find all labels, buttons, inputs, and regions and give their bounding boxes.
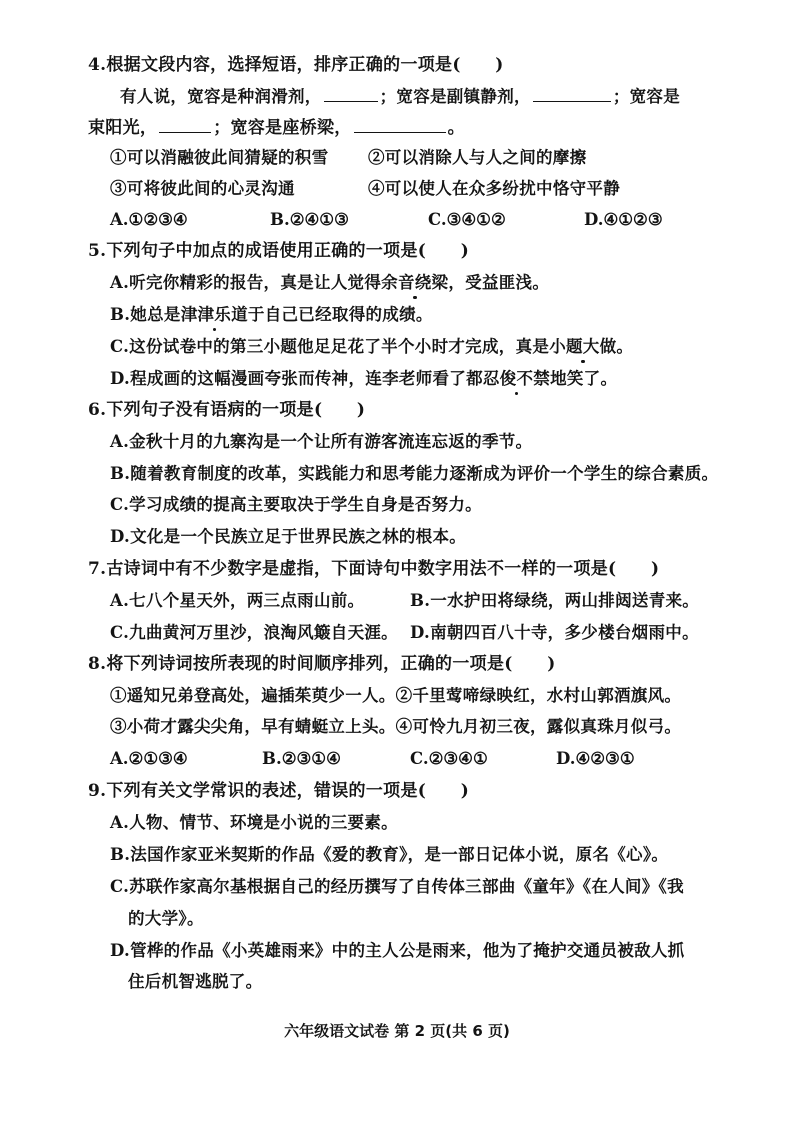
answer-blank — [324, 86, 378, 102]
question-4-passage-line-1 — [120, 86, 680, 108]
q7-option-c: C.九曲黄河万里沙，浪淘风簸自天涯。 — [110, 623, 398, 642]
q4-option-b: B.②④①③ — [270, 210, 349, 229]
option-text: 地笑了。 — [550, 369, 618, 388]
dotted-idiom: 津津乐道 — [180, 305, 248, 324]
q9-option-b: B.法国作家亚米契斯的作品《爱的教育》，是一部日记体小说，原名《心》。 — [110, 845, 669, 864]
answer-blank — [533, 86, 611, 102]
question-5-stem: 5.下列句子中加点的成语使用正确的一项是( ) — [88, 241, 470, 261]
q9-option-d-line-2: 住后机智逃脱了。 — [128, 972, 263, 991]
q6-option-d: D.文化是一个民族立足于世界民族之林的根本。 — [110, 527, 467, 546]
q8-option-b: B.②③①④ — [262, 749, 341, 768]
option-text: ，受益匪浅。 — [448, 273, 550, 292]
q7-option-d: D.南朝四百八十寺，多少楼台烟雨中。 — [410, 623, 699, 642]
option-text: A.听完你精彩的报告，真是让人觉得 — [110, 273, 382, 292]
q4-option-d: D.④①②③ — [584, 210, 663, 229]
answer-blank — [159, 117, 211, 133]
question-4-stem: 4.根据文段内容，选择短语，排序正确的一项是( ) — [88, 55, 504, 75]
passage-text: ；宽容是座桥梁， — [213, 118, 352, 138]
phrase-3: ③可将彼此间的心灵沟通 — [110, 179, 295, 198]
phrase-4: ④可以使人在众多纷扰中恪守平静 — [368, 179, 620, 198]
option-text: B.她总是 — [110, 305, 181, 324]
page-footer: 六年级语文试卷 第 2 页(共 6 页) — [284, 1022, 510, 1040]
q4-option-c: C.③④①② — [428, 210, 506, 229]
q5-option-b — [110, 304, 433, 326]
q6-option-a: A.金秋十月的九寨沟是一个让所有游客流连忘返的季节。 — [110, 432, 533, 451]
q8-option-d: D.④②③① — [556, 749, 635, 768]
answer-blank — [354, 117, 446, 133]
dotted-idiom: 余音绕梁 — [381, 273, 449, 292]
question-8-stem: 8.将下列诗词按所表现的时间顺序排列，正确的一项是( ) — [88, 654, 556, 674]
q5-option-a — [110, 272, 549, 294]
passage-text: 束阳光， — [88, 118, 158, 138]
phrase-1: ①可以消融彼此间猜疑的积雪 — [110, 148, 329, 167]
q9-option-d-line-1: D.管桦的作品《小英雄雨来》中的主人公是雨来，他为了掩护交通员被敌人抓 — [110, 941, 685, 960]
q9-option-c-line-1: C.苏联作家高尔基根据自己的经历撰写了自传体三部曲《童年》《在人间》《我 — [110, 877, 684, 896]
q8-poem-line-2: ③小荷才露尖尖角，早有蜻蜓立上头。④可怜九月初三夜，露似真珠月似弓。 — [110, 717, 682, 736]
dotted-idiom: 忍俊不禁 — [482, 369, 551, 388]
q6-option-b: B.随着教育制度的改革，实践能力和思考能力逐渐成为评价一个学生的综合素质。 — [110, 464, 719, 483]
q8-option-a: A.②①③④ — [110, 749, 188, 768]
q9-option-a: A.人物、情节、环境是小说的三要素。 — [110, 813, 398, 832]
q5-option-d — [110, 368, 617, 390]
passage-text: ；宽容是 — [612, 87, 681, 106]
option-text: D.程成画的这幅漫画夸张而传神，连李老师看了都 — [110, 369, 483, 388]
q9-option-c-line-2: 的大学》。 — [128, 909, 204, 928]
q8-option-c: C.②③④① — [410, 749, 488, 768]
question-4-passage-line-2 — [88, 117, 465, 139]
dotted-idiom: 小题大做 — [549, 337, 617, 356]
q6-option-c: C.学习成绩的提高主要取决于学生自身是否努力。 — [110, 495, 482, 514]
q8-poem-line-1: ①遥知兄弟登高处，遍插茱萸少一人。②千里莺啼绿映红，水村山郭酒旗风。 — [110, 686, 682, 705]
option-text: 。 — [616, 337, 634, 356]
q7-option-b: B.一水护田将绿绕，两山排闼送青来。 — [410, 591, 700, 610]
option-text: 于自己已经取得的成绩。 — [247, 305, 433, 324]
option-text: C.这份试卷中的第三小题他足足花了半个小时才完成，真是 — [110, 337, 550, 356]
question-7-stem: 7.古诗词中有不少数字是虚指，下面诗句中数字用法不一样的一项是( ) — [88, 559, 660, 579]
q7-option-a: A.七八个星天外，两三点雨山前。 — [110, 591, 365, 610]
passage-text: 有人说，宽容是种润滑剂， — [120, 87, 322, 106]
phrase-2: ②可以消除人与人之间的摩擦 — [368, 148, 587, 167]
q4-option-a: A.①②③④ — [110, 210, 188, 229]
passage-text: ；宽容是副镇静剂， — [379, 87, 531, 106]
q5-option-c — [110, 336, 633, 358]
question-6-stem: 6.下列句子没有语病的一项是( ) — [88, 400, 366, 420]
passage-text: 。 — [447, 118, 465, 138]
question-9-stem: 9.下列有关文学常识的表述，错误的一项是( ) — [88, 781, 470, 801]
